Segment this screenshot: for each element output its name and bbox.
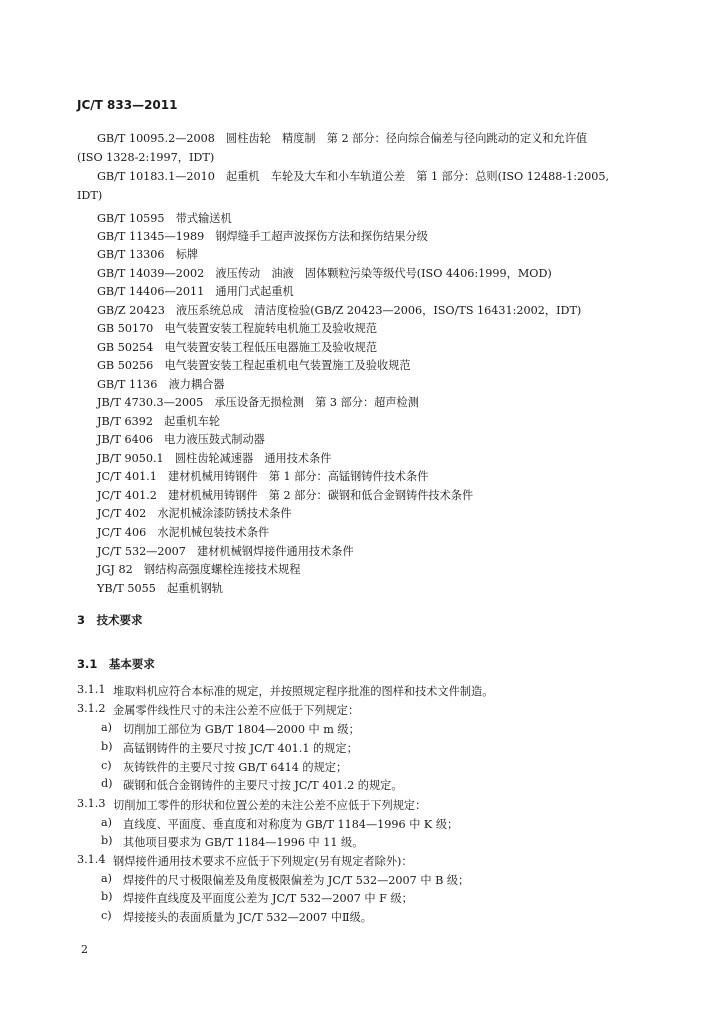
reference-line: GB/T 14039—2002 液压传动 油液 固体颗粒污染等级代号(ISO 4406:1999，MOD) <box>97 267 552 280</box>
reference-line: JB/T 6406 电力液压鼓式制动器 <box>97 433 265 446</box>
clause-number: a) <box>101 816 113 829</box>
clause-text: 金属零件线性尺寸的未注公差不应低于下列规定： <box>113 704 360 717</box>
reference-line: JB/T 4730.3—2005 承压设备无损检测 第 3 部分：超声检测 <box>97 396 419 409</box>
clause-text: 焊接件的尺寸极限偏差及角度极限偏差为 JC/T 532—2007 中 B 级； <box>123 874 470 887</box>
clause-number: b) <box>101 890 113 903</box>
reference-line: GB/T 1136 液力耦合器 <box>97 378 225 391</box>
clause-text: 堆取料机应符合本标准的规定，并按照规定程序批准的图样和技术文件制造。 <box>113 685 494 698</box>
clause-text: 焊接件直线度及平面度公差为 JC/T 532—2007 中 F 级； <box>123 892 413 905</box>
clause-number: a) <box>101 721 113 734</box>
reference-line: IDT) <box>77 189 103 202</box>
section-3-1-heading: 3.1 基本要求 <box>77 657 155 671</box>
reference-line: JB/T 6392 起重机车轮 <box>97 415 221 428</box>
clause-number: b) <box>101 740 113 753</box>
reference-line: GB/T 10183.1—2010 起重机 车轮及大车和小车轨道公差 第 1 部分：总则(ISO 12488-1:2005, <box>97 170 610 183</box>
clause-text: 焊接接头的表面质量为 JC/T 532—2007 中Ⅱ级。 <box>123 911 372 924</box>
page-number: 2 <box>81 943 88 956</box>
clause-text: 切削加工部位为 GB/T 1804—2000 中 m 级； <box>123 723 360 736</box>
reference-line: JC/T 532—2007 建材机械钢焊接件通用技术条件 <box>97 545 354 558</box>
reference-line: GB/T 14406—2011 通用门式起重机 <box>97 285 294 298</box>
clause-text: 钢焊接件通用技术要求不应低于下列规定(另有规定者除外)： <box>113 855 413 868</box>
document-header: JC/T 833—2011 <box>77 98 178 112</box>
reference-line: GB/T 11345—1989 钢焊缝手工超声波探伤方法和探伤结果分级 <box>97 230 428 243</box>
clause-text: 切削加工零件的形状和位置公差的未注公差不应低于下列规定： <box>113 799 427 812</box>
clause-number: 3.1.1 <box>77 683 106 696</box>
reference-line: GB/Z 20423 液压系统总成 清洁度检验(GB/Z 20423—2006，ISO/TS 16431:2002，IDT) <box>97 304 582 317</box>
reference-line: JGJ 82 钢结构高强度螺栓连接技术规程 <box>97 563 301 576</box>
reference-line: JC/T 406 水泥机械包装技术条件 <box>97 526 270 539</box>
reference-line: YB/T 5055 起重机钢轨 <box>97 582 223 595</box>
clause-number: b) <box>101 834 113 847</box>
clause-text: 高锰钢铸件的主要尺寸按 JC/T 401.1 的规定； <box>123 742 358 755</box>
reference-line: (ISO 1328-2:1997，IDT) <box>77 151 215 164</box>
clause-number: 3.1.3 <box>77 797 106 810</box>
clause-text: 直线度、平面度、垂直度和对称度为 GB/T 1184—1996 中 K 级； <box>123 818 459 831</box>
reference-line: GB 50254 电气装置安装工程低压电器施工及验收规范 <box>97 341 378 354</box>
reference-line: GB 50170 电气装置安装工程旋转电机施工及验收规范 <box>97 322 378 335</box>
clause-number: d) <box>101 777 113 790</box>
section-3-heading: 3 技术要求 <box>77 613 143 627</box>
reference-line: JC/T 402 水泥机械涂漆防锈技术条件 <box>97 507 292 520</box>
reference-line: GB/T 10095.2—2008 圆柱齿轮 精度制 第 2 部分：径向综合偏差与径向跳动的定义和允许值 <box>97 132 588 145</box>
reference-line: JC/T 401.1 建材机械用铸钢件 第 1 部分：高锰钢铸件技术条件 <box>97 470 429 483</box>
clause-number: 3.1.2 <box>77 702 106 715</box>
clause-text: 碳钢和低合金钢铸件的主要尺寸按 JC/T 401.2 的规定。 <box>123 779 403 792</box>
clause-number: 3.1.4 <box>77 853 106 866</box>
clause-text: 灰铸铁件的主要尺寸按 GB/T 6414 的规定； <box>123 761 348 774</box>
clause-number: c) <box>101 759 112 772</box>
clause-number: a) <box>101 872 113 885</box>
reference-line: JB/T 9050.1 圆柱齿轮减速器 通用技术条件 <box>97 452 332 465</box>
reference-line: JC/T 401.2 建材机械用铸钢件 第 2 部分：碳钢和低合金钢铸件技术条件 <box>97 489 474 502</box>
reference-line: GB/T 13306 标牌 <box>97 248 199 261</box>
reference-line: GB 50256 电气装置安装工程起重机电气装置施工及验收规范 <box>97 359 411 372</box>
clause-text: 其他项目要求为 GB/T 1184—1996 中 11 级。 <box>123 836 364 849</box>
clause-number: c) <box>101 909 112 922</box>
reference-line: GB/T 10595 带式输送机 <box>97 212 232 225</box>
